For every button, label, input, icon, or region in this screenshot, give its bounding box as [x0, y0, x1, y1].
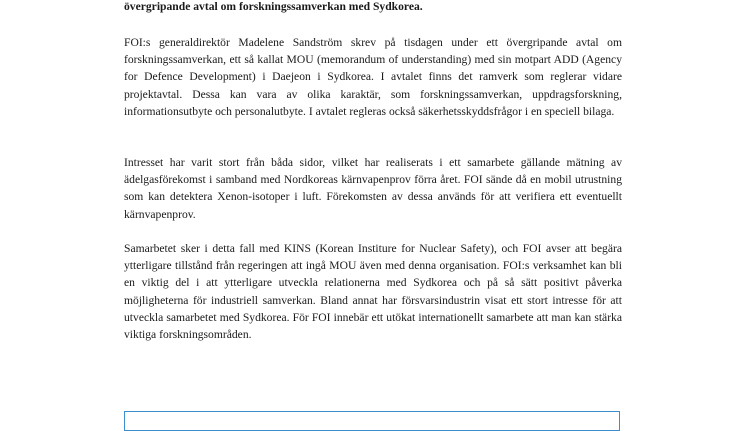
contact-box-frame	[124, 411, 620, 431]
paragraph-mou-agreement: FOI:s generaldirektör Madelene Sandström skrev på tisdagen under ett övergripande avtal om forskningssamverkan, ett så kallat MOU (memorandum of understanding) med sin motpart ADD (Agency for Defence Development) i Daejeon i Sydkorea. I avtalet finns det ramverk som reglerar vidare projektavtal. Dessa kan vara av olika karaktär, som forskningssamverkan, uppdragsforskning, informationsutbyte och personalutbyte. I avtalet regleras också säkerhetsskyddsfrågor i en speciell bilaga.	[124, 36, 622, 118]
lead-heading: övergripande avtal om forskningssamverkan med Sydkorea.	[124, 0, 423, 13]
paragraph-noble-gas-cooperation: Intresset har varit stort från båda sidor, vilket har realiserats i ett samarbete gällande mätning av ädelgasförekomst i samband med Nordkoreas kärnvapenprov förra året. FOI sände då en mobil utrustning som kan detektera Xenon-isotoper i luft. Förekomsten av dessa används för att verifiera ett eventuellt kärnvapenprov.	[124, 156, 622, 221]
paragraph-kins-cooperation: Samarbetet sker i detta fall med KINS (Korean Institure for Nuclear Safety), och FOI avser att begära ytterligare tillstånd från regeringen att ingå MOU även med denna organisation. FOI:s verksamhet kan bli en viktig del i att ytterligare utveckla relationerna med Sydkorea och på så sätt positivt påverka möjligheterna för industriell samverkan. Bland annat har försvarsindustrin visat ett stort intresse för att utveckla samarbetet med Sydkorea. För FOI innebär ett utökat internationellt samarbete att man kan stärka viktiga forskningsområden.	[124, 242, 622, 342]
